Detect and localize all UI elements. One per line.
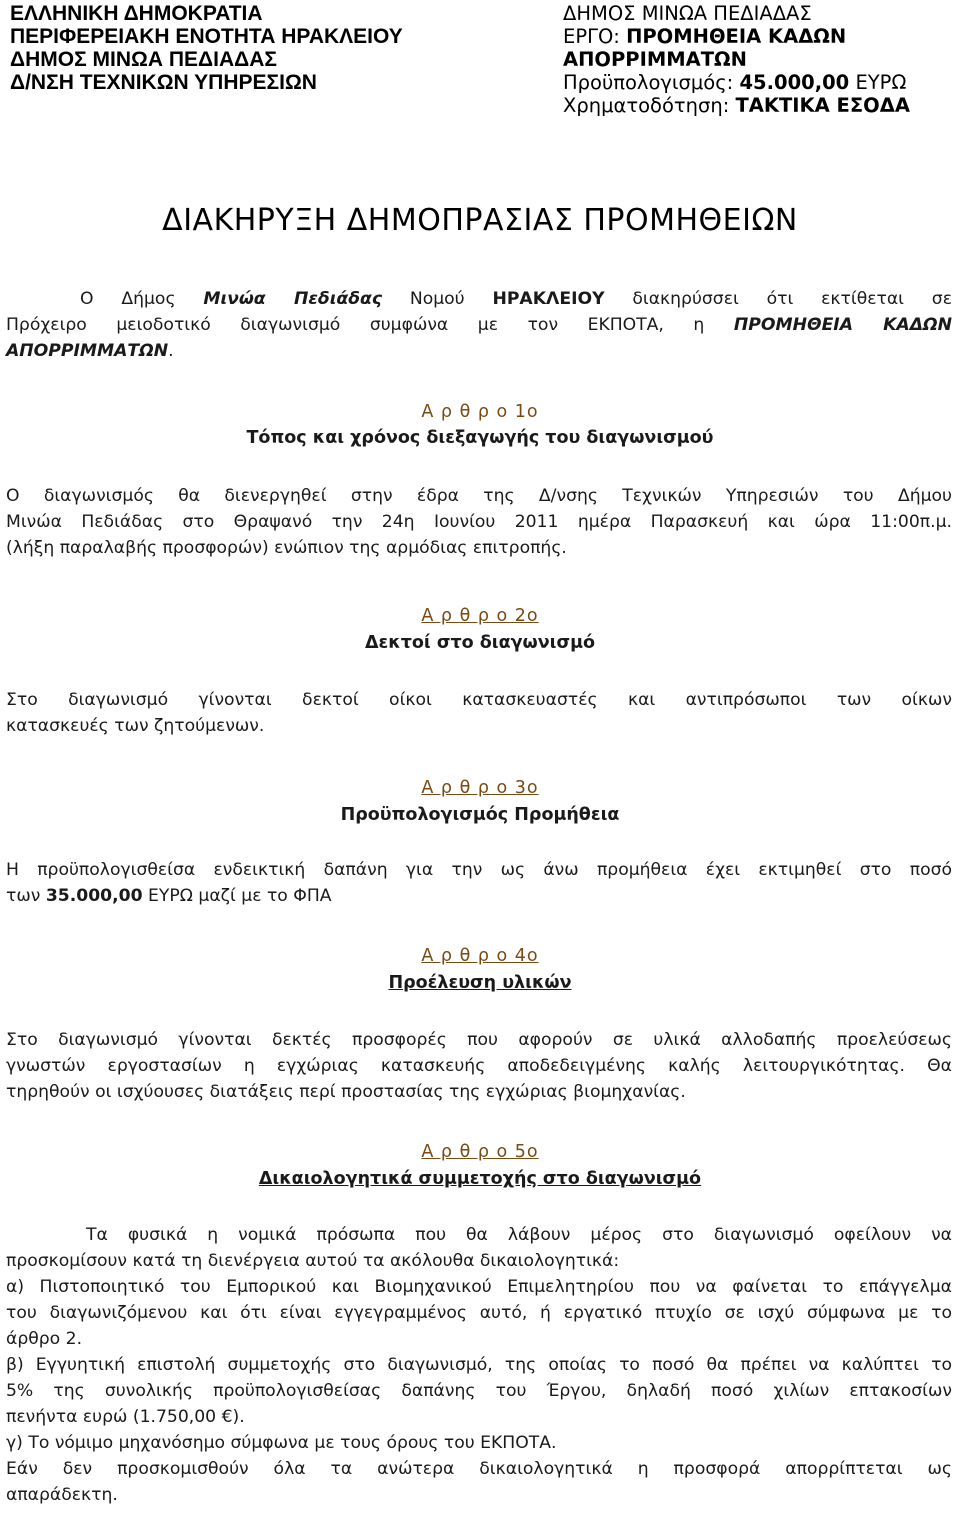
project-title: ΠΡΟΜΗΘΕΙΑ ΚΑΔΩΝ [733,315,952,335]
project-name: ΠΡΟΜΗΘΕΙΑ ΚΑΔΩΝ [626,25,847,48]
body-line: Στο διαγωνισμό γίνονται δεκτοί οίκοι κατασκευαστές και αντιπρόσωποι των οίκων [6,690,952,710]
budget-label: Προϋπολογισμός: [563,71,740,94]
body-line: Ο διαγωνισμός θα διενεργηθεί στην έδρα της Δ/νσης Τεχνικών Υπηρεσιών του Δήμου [6,486,952,506]
body-line: Τα φυσικά η νομικά πρόσωπα που θα λάβουν μέρος στο διαγωνισμό οφείλουν να [86,1225,952,1245]
article-5-title: Α ρ θ ρ ο 5ο [421,1142,539,1162]
prefecture-name: ΗΡΑΚΛΕΙΟΥ [492,289,605,309]
article-5-subtitle: Δικαιολογητικά συμμετοχής στο διαγωνισμό [258,1169,702,1189]
body-line: απαράδεκτη. [6,1485,118,1505]
body-line: προσκομίσουν κατά τη διενέργεια αυτού τα ακόλουθα δικαιολογητικά: [6,1251,620,1271]
body-line: τηρηθούν οι ισχύουσες διατάξεις περί προστασίας της εγχώριας βιομηχανίας. [6,1082,686,1102]
article-1-title: Α ρ θ ρ ο 1ο [421,402,539,422]
intro-line: Πρόχειρο μειοδοτικό διαγωνισμό συμφώνα με τον ΕΚΠΟΤΑ, η ΠΡΟΜΗΘΕΙΑ ΚΑΔΩΝ [6,315,952,335]
article-3-body [6,857,952,909]
body-line: Η προϋπολογισθείσα ενδεικτική δαπάνη για την ως άνω προμήθεια έχει εκτιμηθεί στο ποσό [6,860,952,880]
project-name-cont: ΑΠΟΡΡΙΜΜΑΤΩΝ [563,48,747,71]
body-line: πενήντα ευρώ (1.750,00 €). [6,1407,245,1427]
article-4-body [6,1027,952,1105]
body-line: του διαγωνιζόμενου και ότι είναι εγγεγραμμένος αυτό, ή εργατικό πτυχίο σε ισχύ σύμφωνα με το [6,1303,952,1323]
body-line: α) Πιστοποιητικό του Εμπορικού και Βιομηχανικού Επιμελητηρίου που να φαίνεται το επάγγελμα [6,1277,952,1297]
article-2-title: Α ρ θ ρ ο 2ο [421,606,539,626]
project-title-cont: ΑΠΟΡΡΙΜΜΑΤΩΝ [6,341,169,361]
article-3-subtitle: Προϋπολογισμός Προμήθεια [340,805,620,825]
issuer-block [10,2,540,94]
body-line: Εάν δεν προσκομισθούν όλα τα ανώτερα δικαιολογητικά η προσφορά απορρίπτεται ως [6,1459,952,1479]
funding-label: Χρηματοδότηση: [563,94,736,117]
intro-line: ΑΠΟΡΡΙΜΜΑΤΩΝ. [6,341,174,361]
budget-amount: 45.000,00 [739,71,850,94]
article-3-title: Α ρ θ ρ ο 3ο [421,778,539,798]
project-info-block [563,2,953,117]
issuer-line: Δ/ΝΣΗ ΤΕΧΝΙΚΩΝ ΥΠΗΡΕΣΙΩΝ [10,71,317,94]
article-2-body [6,687,952,739]
project-municipality: ΔΗΜΟΣ ΜΙΝΩΑ ΠΕΔΙΑΔΑΣ [563,2,812,25]
issuer-line: ΠΕΡΙΦΕΡΕΙΑΚΗ ΕΝΟΤΗΤΑ ΗΡΑΚΛΕΙΟΥ [10,25,403,48]
article-4-title: Α ρ θ ρ ο 4ο [421,946,539,966]
funding-line [563,94,953,117]
issuer-line: ΔΗΜΟΣ ΜΙΝΩΑ ΠΕΔΙΑΔΑΣ [10,48,277,71]
article-5-body [6,1222,952,1508]
project-label: ΕΡΓΟ: [563,25,627,48]
body-line: Στο διαγωνισμό γίνονται δεκτές προσφορές που αφορούν σε υλικά αλλοδαπής προελεύσεως [6,1030,952,1050]
document-title: ΔΙΑΚΗΡΥΞΗ ΔΗΜΟΠΡΑΣΙΑΣ ΠΡΟΜΗΘΕΙΩΝ [162,203,798,238]
body-line: 5% της συνολικής προϋπολογισθείσας δαπάνης του Έργου, δηλαδή ποσό χιλίων επτακοσίων [6,1381,952,1401]
body-line: Μινώα Πεδιάδας στο Θραψανό την 24η Ιουνίου 2011 ημέρα Παρασκευή και ώρα 11:00π.μ. [6,512,952,532]
body-line: γ) Το νόμιμο μηχανόσημο σύμφωνα με τους όρους του ΕΚΠΟΤΑ. [6,1433,557,1453]
municipality-name: Μινώα Πεδιάδας [203,289,383,309]
body-line: (λήξη παραλαβής προσφορών) ενώπιον της αρμόδιας επιτροπής. [6,538,567,558]
article-2-subtitle: Δεκτοί στο διαγωνισμό [365,633,595,653]
body-line: β) Εγγυητική επιστολή συμμετοχής στο διαγωνισμό, της οποίας το ποσό θα πρέπει να καλύπτει το [6,1355,952,1375]
body-line: άρθρο 2. [6,1329,83,1349]
budget-currency: ΕΥΡΩ [849,71,907,94]
budget-line [563,71,953,94]
body-line: κατασκευές των ζητούμενων. [6,716,265,736]
funding-value: ΤΑΚΤΙΚΑ ΕΣΟΔΑ [735,94,910,117]
estimated-cost: 35.000,00 [45,886,143,906]
article-4-subtitle: Προέλευση υλικών [388,973,572,993]
issuer-line: ΕΛΛΗΝΙΚΗ ΔΗΜΟΚΡΑΤΙΑ [10,2,263,25]
article-1-subtitle: Τόπος και χρόνος διεξαγωγής του διαγωνισμού [246,428,714,448]
intro-paragraph [6,286,952,364]
body-line: γνωστών εργοστασίων η εγχώριας κατασκευής αποδεδειγμένης καλής λειτουργικότητας. Θα [6,1056,952,1076]
article-1-body [6,483,952,561]
intro-line: Ο Δήμος Μινώα Πεδιάδας Νομού ΗΡΑΚΛΕΙΟΥ διακηρύσσει ότι εκτίθεται σε [80,289,952,309]
project-name-line [563,25,953,48]
body-line: των 35.000,00 ΕΥΡΩ μαζί με το ΦΠΑ [6,886,332,906]
